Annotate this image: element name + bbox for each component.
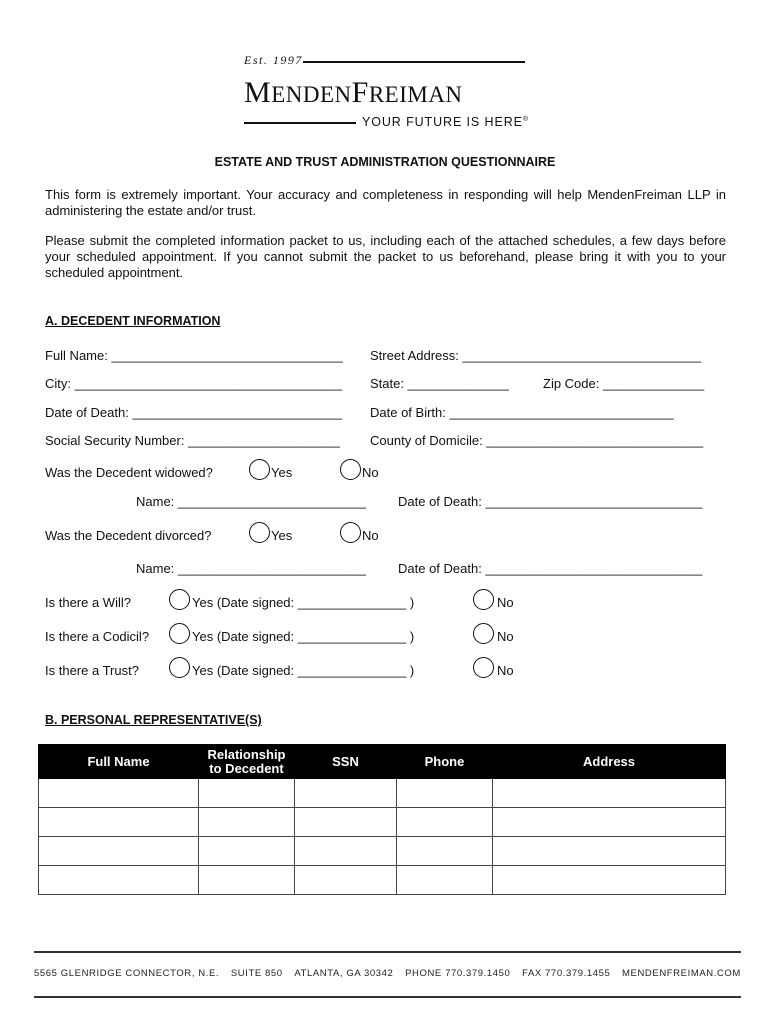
cell-relationship[interactable]	[199, 779, 295, 808]
city-field[interactable]: City: _____________________________________	[45, 376, 343, 391]
table-row	[39, 808, 726, 837]
cell-address[interactable]	[493, 837, 726, 866]
cell-phone[interactable]	[397, 808, 493, 837]
section-b-heading: B. PERSONAL REPRESENTATIVE(S)	[45, 713, 262, 727]
codicil-question: Is there a Codicil?	[45, 629, 150, 644]
table-row	[39, 866, 726, 895]
cell-address[interactable]	[493, 779, 726, 808]
divorced-spouse-dod-field[interactable]: Date of Death: ______________________________	[398, 561, 703, 576]
codicil-no-radio-icon[interactable]	[473, 623, 494, 644]
logo-brand: MENDENFREIMAN	[244, 76, 463, 109]
cell-relationship[interactable]	[199, 866, 295, 895]
cell-address[interactable]	[493, 866, 726, 895]
section-a-heading: A. DECEDENT INFORMATION	[45, 314, 221, 328]
county-field[interactable]: County of Domicile: ______________________________	[370, 433, 704, 448]
divorced-yes-label: Yes	[271, 528, 293, 543]
widowed-spouse-name-field[interactable]: Name: __________________________	[136, 494, 366, 509]
cell-full-name[interactable]	[39, 808, 199, 837]
widowed-spouse-dod-field[interactable]: Date of Death: ______________________________	[398, 494, 703, 509]
col-ssn: SSN	[295, 745, 397, 779]
table-row	[39, 837, 726, 866]
cell-phone[interactable]	[397, 779, 493, 808]
trust-question: Is there a Trust?	[45, 663, 139, 678]
footer-rule-bottom	[34, 996, 741, 998]
footer	[34, 968, 741, 979]
footer-website[interactable]: MENDENFREIMAN.COM	[622, 968, 741, 979]
cell-ssn[interactable]	[295, 779, 397, 808]
widowed-yes-radio-icon[interactable]	[249, 459, 270, 480]
cell-ssn[interactable]	[295, 808, 397, 837]
intro-paragraph-1: This form is extremely important. Your accuracy and completeness in responding will help MendenFreiman LLP in administering the estate and/or trust.	[45, 187, 726, 218]
footer-suite: SUITE 850	[230, 968, 283, 979]
widowed-no-radio-icon[interactable]	[340, 459, 361, 480]
cell-full-name[interactable]	[39, 866, 199, 895]
col-address: Address	[493, 745, 726, 779]
logo-established: Est. 1997	[244, 53, 303, 67]
col-relationship: Relationship to Decedent	[199, 745, 295, 779]
cell-full-name[interactable]	[39, 779, 199, 808]
intro-paragraph-2: Please submit the completed information packet to us, including each of the attached schedules, a few days before your scheduled appointment. If you cannot submit the packet to us beforehand, please bring it with you to your scheduled appointment.	[45, 233, 726, 280]
divorced-no-label: No	[362, 528, 379, 543]
full-name-field[interactable]: Full Name: ________________________________	[45, 348, 343, 363]
table-row	[39, 779, 726, 808]
logo-rule-top	[303, 61, 525, 63]
will-no-label: No	[497, 595, 514, 610]
divorced-no-radio-icon[interactable]	[340, 522, 361, 543]
col-phone: Phone	[397, 745, 493, 779]
cell-relationship[interactable]	[199, 837, 295, 866]
codicil-yes-label[interactable]: Yes (Date signed: _______________ )	[192, 629, 415, 644]
divorced-yes-radio-icon[interactable]	[249, 522, 270, 543]
footer-fax: FAX 770.379.1455	[522, 968, 611, 979]
trust-yes-label[interactable]: Yes (Date signed: _______________ )	[192, 663, 415, 678]
col-full-name: Full Name	[39, 745, 199, 779]
page-title: ESTATE AND TRUST ADMINISTRATION QUESTIONNAIRE	[214, 155, 556, 169]
logo-tagline: YOUR FUTURE IS HERE®	[362, 115, 529, 129]
cell-address[interactable]	[493, 808, 726, 837]
widowed-yes-label: Yes	[271, 465, 293, 480]
will-question: Is there a Will?	[45, 595, 131, 610]
trust-no-radio-icon[interactable]	[473, 657, 494, 678]
table-header-row	[39, 745, 726, 779]
will-yes-radio-icon[interactable]	[169, 589, 190, 610]
zip-code-field[interactable]: Zip Code: ______________	[543, 376, 705, 391]
widowed-question: Was the Decedent widowed?	[45, 465, 213, 480]
cell-phone[interactable]	[397, 837, 493, 866]
cell-phone[interactable]	[397, 866, 493, 895]
trust-no-label: No	[497, 663, 514, 678]
cell-full-name[interactable]	[39, 837, 199, 866]
cell-relationship[interactable]	[199, 808, 295, 837]
state-field[interactable]: State: ______________	[370, 376, 509, 391]
trust-yes-radio-icon[interactable]	[169, 657, 190, 678]
cell-ssn[interactable]	[295, 837, 397, 866]
date-of-death-field[interactable]: Date of Death: _____________________________	[45, 405, 343, 420]
cell-ssn[interactable]	[295, 866, 397, 895]
footer-city: ATLANTA, GA 30342	[294, 968, 394, 979]
codicil-yes-radio-icon[interactable]	[169, 623, 190, 644]
divorced-question: Was the Decedent divorced?	[45, 528, 212, 543]
ssn-field[interactable]: Social Security Number: _____________________	[45, 433, 340, 448]
street-address-field[interactable]: Street Address: _________________________________	[370, 348, 702, 363]
divorced-spouse-name-field[interactable]: Name: __________________________	[136, 561, 366, 576]
will-yes-label[interactable]: Yes (Date signed: _______________ )	[192, 595, 415, 610]
widowed-no-label: No	[362, 465, 379, 480]
personal-representatives-table	[38, 744, 726, 895]
logo-rule-bottom	[244, 122, 356, 124]
footer-phone: PHONE 770.379.1450	[405, 968, 511, 979]
codicil-no-label: No	[497, 629, 514, 644]
will-no-radio-icon[interactable]	[473, 589, 494, 610]
date-of-birth-field[interactable]: Date of Birth: _______________________________	[370, 405, 674, 420]
footer-address: 5565 GLENRIDGE CONNECTOR, N.E.	[34, 968, 220, 979]
footer-rule-top	[34, 951, 741, 953]
